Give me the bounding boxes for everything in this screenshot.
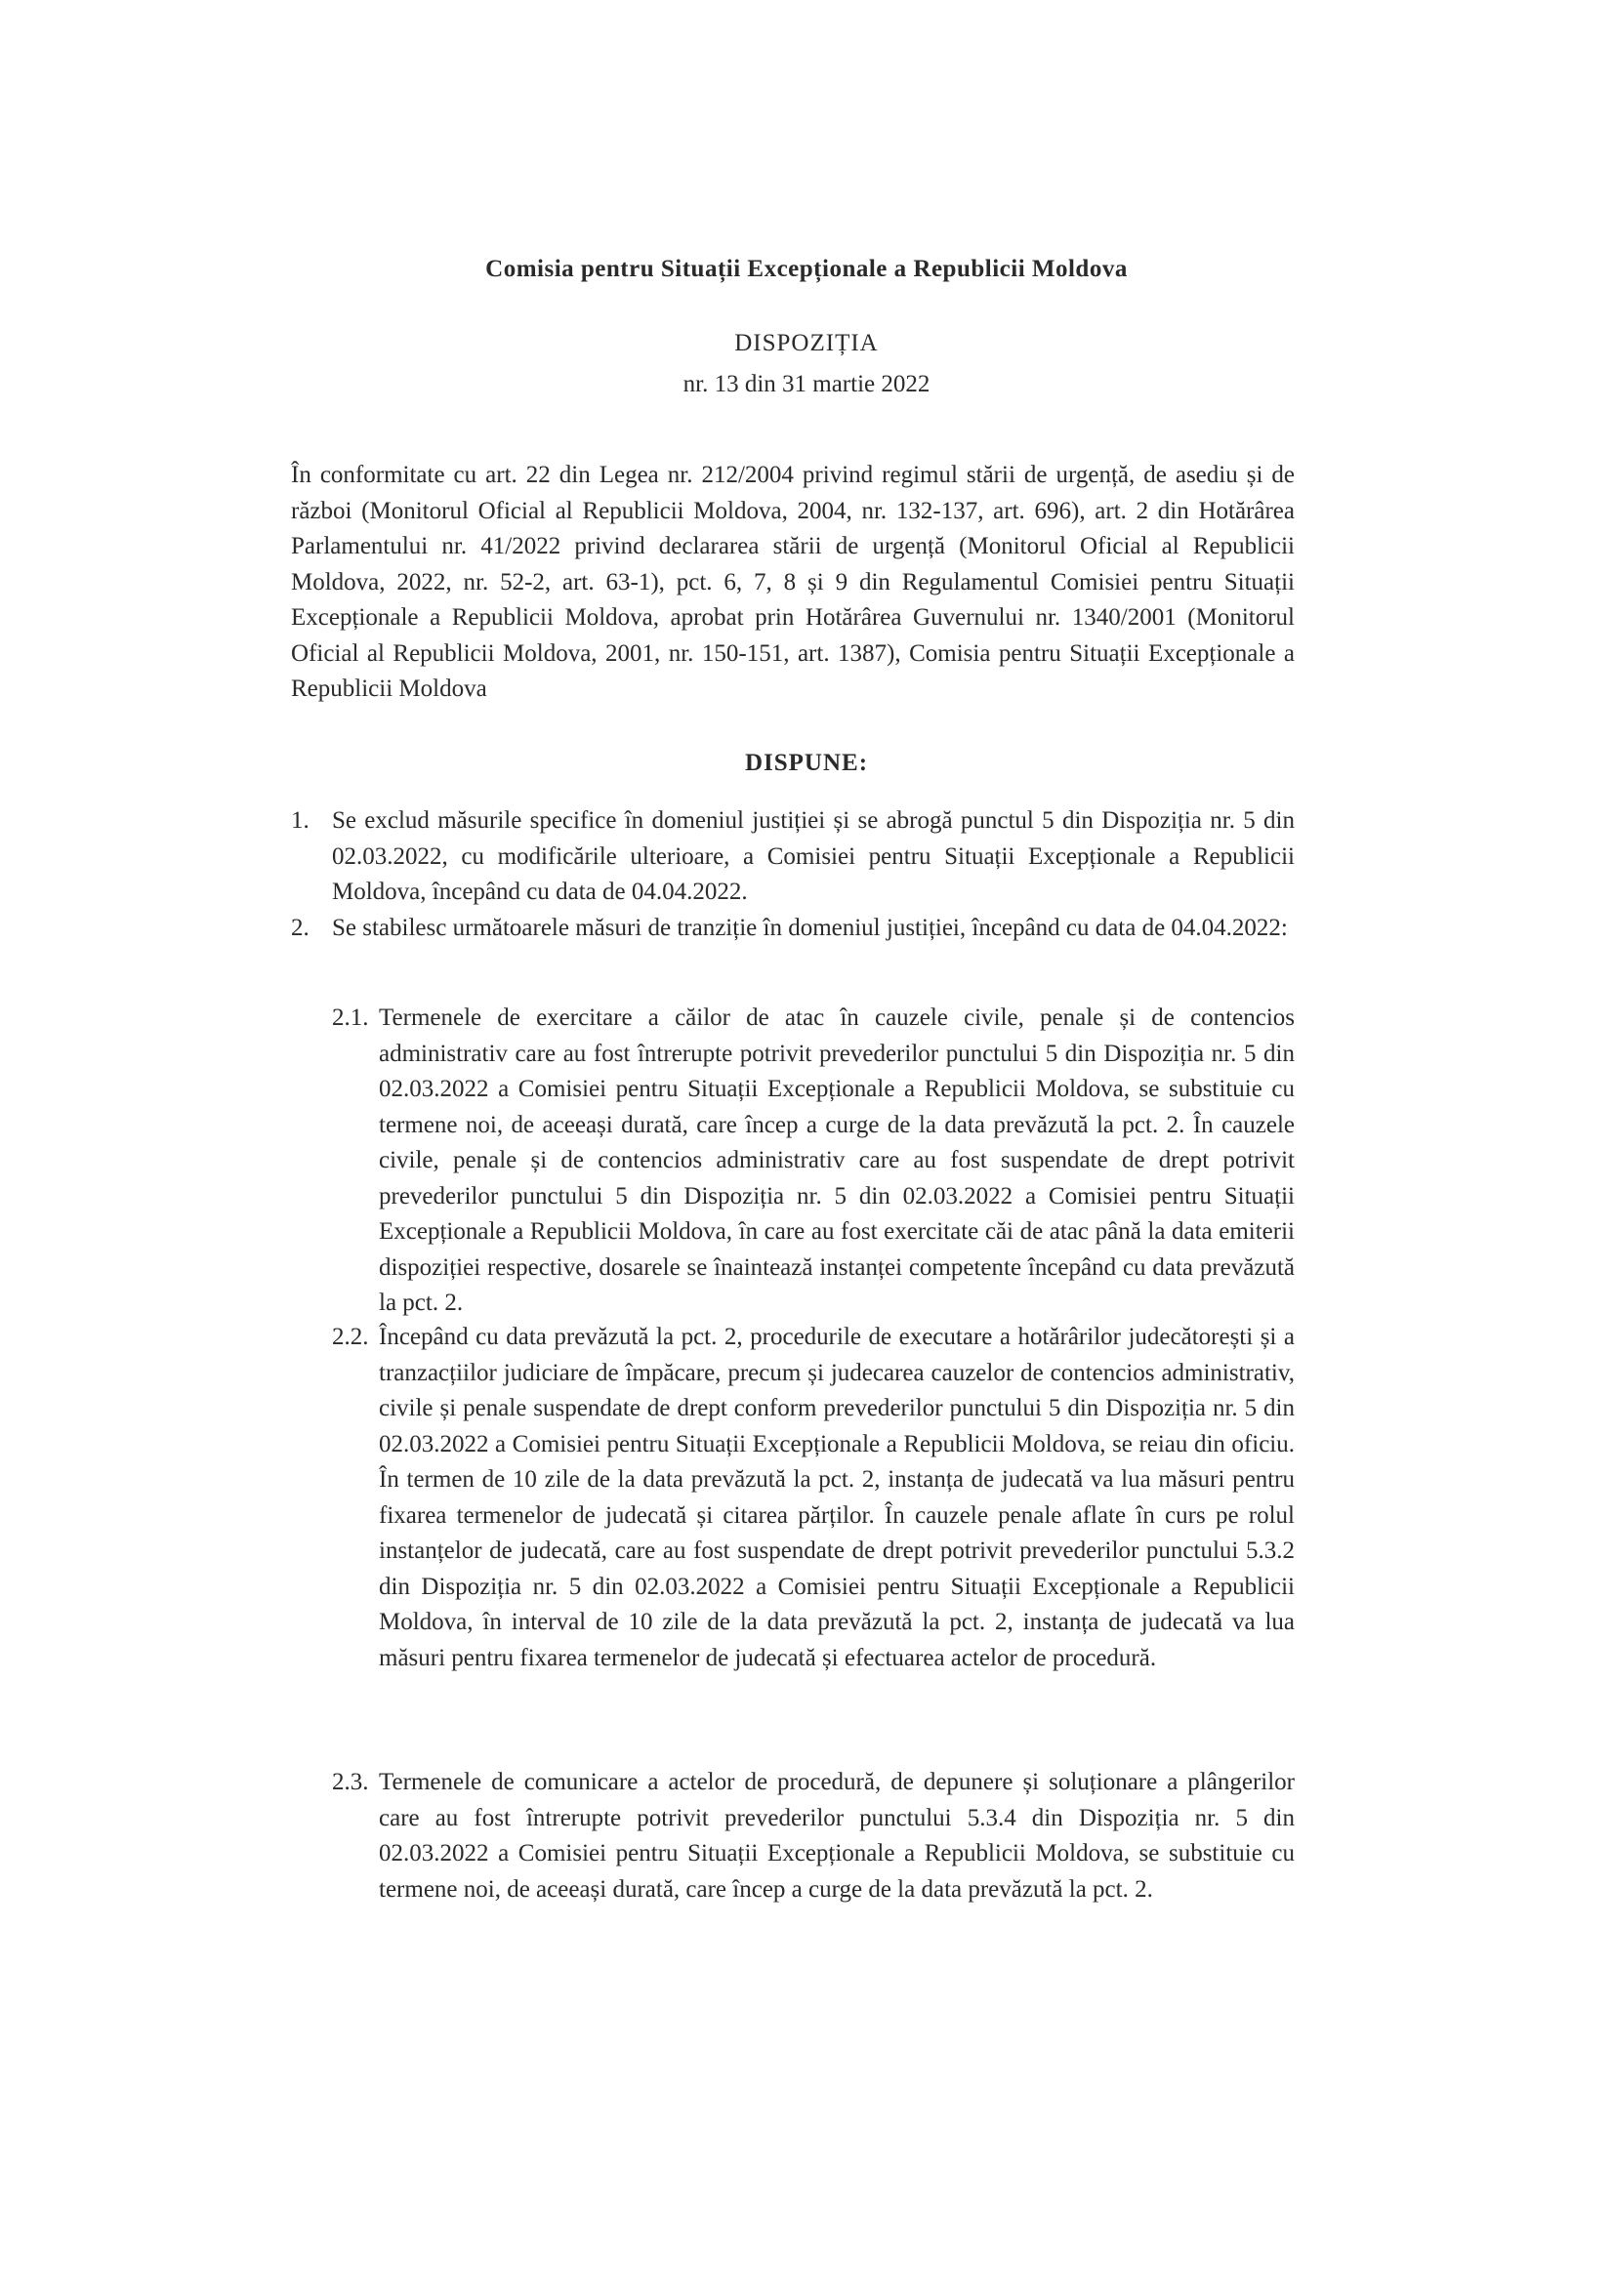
issuer-title: Comisia pentru Situații Excepționale a Republicii Moldova xyxy=(485,256,1128,282)
list-item-number: 2. xyxy=(291,915,310,941)
sub-item-2-1 xyxy=(332,1001,1295,1322)
document-type: DISPOZIȚIA xyxy=(734,330,879,356)
dispune-heading: DISPUNE: xyxy=(744,750,869,776)
sub-item-2-2 xyxy=(332,1320,1295,1676)
list-item-text: Se stabilesc următoarele măsuri de tranziție în domeniul justiției, începând cu data de 04.04.2022: xyxy=(332,915,1288,941)
sub-item-text: Termenele de comunicare a actelor de procedură, de depunere și soluționare a plângerilor care au fost întrerupte potrivit prevederilor punctului 5.3.4 din Dispoziția nr. 5 din 02.03.2022 a Comisiei pentru Situații Excepționale a Republicii Moldova, se substituie cu termene noi, de aceeași durată, care încep a curge de la data prevăzută la pct. 2. xyxy=(379,1769,1295,1903)
list-item-2 xyxy=(291,911,1295,947)
sub-item-number: 2.1. xyxy=(332,1004,369,1031)
document-number: nr. 13 din 31 martie 2022 xyxy=(682,371,931,397)
sub-item-text: Începând cu data prevăzută la pct. 2, procedurile de executare a hotărârilor judecătorești și a tranzacțiilor judiciare de împăcare, precum și judecarea cauzelor de contencios administrativ, civile și penale suspendate de drept conform prevederilor punctului 5 din Dispoziția nr. 5 din 02.03.2022 a Comisiei pentru Situații Excepționale a Republicii Moldova, se reiau din oficiu. În termen de 10 zile de la data prevăzută la pct. 2, instanța de judecată va lua măsuri pentru fixarea termenelor de judecată și citarea părților. În cauzele penale aflate în curs pe rolul instanțelor de judecată, care au fost suspendate de drept potrivit prevederilor punctului 5.3.2 din Dispoziția nr. 5 din 02.03.2022 a Comisiei pentru Situații Excepționale a Republicii Moldova, în interval de 10 zile de la data prevăzută la pct. 2, instanța de judecată va lua măsuri pentru fixarea termenelor de judecată și efectuarea actelor de procedură. xyxy=(379,1324,1295,1671)
sub-item-number: 2.3. xyxy=(332,1769,369,1795)
list-item-number: 1. xyxy=(291,807,310,834)
sub-item-text: Termenele de exercitare a căilor de atac în cauzele civile, penale și de contencios administrativ care au fost întrerupte potrivit prevederilor punctului 5 din Dispoziția nr. 5 din 02.03.2022 a Comisiei pentru Situații Excepționale a Republicii Moldova, se substituie cu termene noi, de aceeași durată, care încep a curge de la data prevăzută la pct. 2. În cauzele civile, penale și de contencios administrativ care au fost suspendate de drept potrivit prevederilor punctului 5 din Dispoziția nr. 5 din 02.03.2022 a Comisiei pentru Situații Excepționale a Republicii Moldova, în care au fost exercitate căi de atac până la data emiterii dispoziției respective, dosarele se înaintează instanței competente începând cu data prevăzută la pct. 2. xyxy=(379,1004,1295,1316)
list-item-1 xyxy=(291,803,1295,911)
list-item-text: Se exclud măsurile specifice în domeniul justiției și se abrogă punctul 5 din Dispoziția nr. 5 din 02.03.2022, cu modificările ulterioare, a Comisiei pentru Situații Excepționale a Republicii Moldova, începând cu data de 04.04.2022. xyxy=(332,807,1295,905)
sub-item-2-3 xyxy=(332,1765,1295,1907)
sub-item-number: 2.2. xyxy=(332,1324,369,1350)
preamble-paragraph: În conformitate cu art. 22 din Legea nr. 212/2004 privind regimul stării de urgență, de asediu și de război (Monitorul Oficial al Republicii Moldova, 2004, nr. 132-137, art. 696), art. 2 din Hotărârea Parlamentului nr. 41/2022 privind declararea stării de urgență (Monitorul Oficial al Republicii Moldova, 2022, nr. 52-2, art. 63-1), pct. 6, 7, 8 și 9 din Regulamentul Comisiei pentru Situații Excepționale a Republicii Moldova, aprobat prin Hotărârea Guvernului nr. 1340/2001 (Monitorul Oficial al Republicii Moldova, 2001, nr. 150-151, art. 1387), Comisia pentru Situații Excepționale a Republicii Moldova xyxy=(291,462,1295,702)
